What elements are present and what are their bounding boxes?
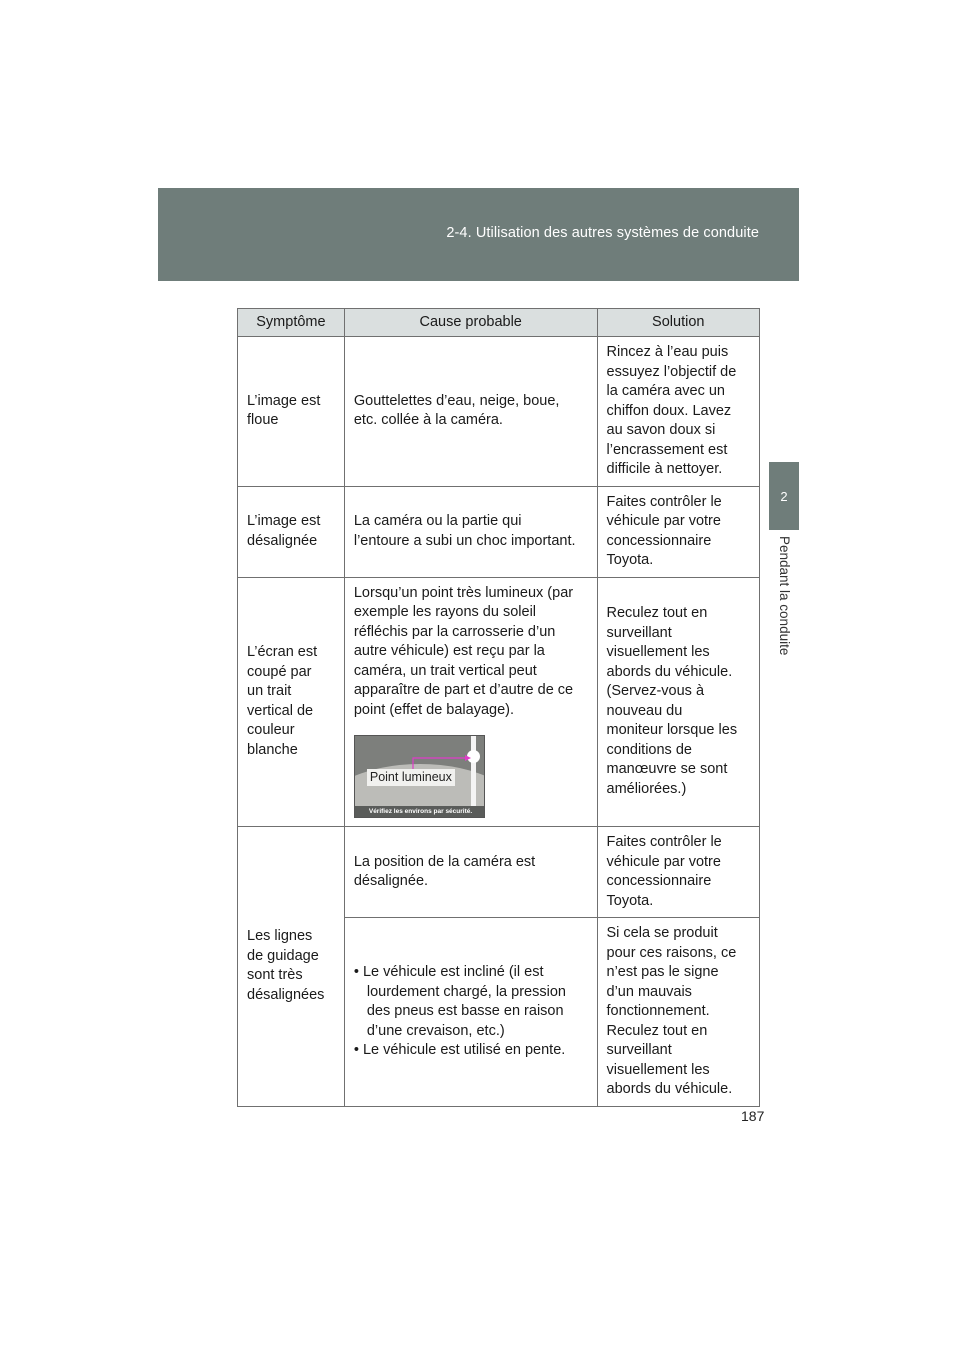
column-header-solution: Solution <box>597 309 760 337</box>
symptom-cell: L’image est désalignée <box>238 486 345 577</box>
screen-warning-bar <box>355 806 484 817</box>
solution-cell: Faites contrôler le véhicule par votre concessionnaire Toyota. <box>597 827 760 918</box>
table-row <box>238 337 760 487</box>
screen-warning-text: Vérifiez les environs par sécurité. <box>368 808 473 815</box>
section-title: 2-4. Utilisation des autres systèmes de conduite <box>446 225 759 241</box>
symptom-cell: Les lignes de guidage sont très désalignées <box>238 827 345 1107</box>
table-row <box>238 486 760 577</box>
cause-cell: La caméra ou la partie qui l’entoure a subi un choc important. <box>344 486 597 577</box>
cause-cell <box>344 918 597 1107</box>
list-item: • Le véhicule est incliné (il est lourdement chargé, la pression des pneus est basse en raison d’une crevaison, etc.) <box>353 964 566 1039</box>
solution-cell: Si cela se produit pour ces raisons, ce n’est pas le signe d’un mauvais fonctionnement. Reculez tout en surveillant visuellement les abords du véhicule. <box>597 918 760 1107</box>
solution-cell: Reculez tout en surveillant visuellement les abords du véhicule. (Servez-vous à nouveau du moniteur lorsque les conditions de manœuvre se sont améliorées.) <box>597 577 760 827</box>
page-number: 187 <box>741 1108 765 1124</box>
cause-bullet-list <box>354 963 588 1061</box>
column-header-cause: Cause probable <box>344 309 597 337</box>
cause-text: Lorsqu’un point très lumineux (par exemple les rayons du soleil réfléchis par la carrosserie d’un autre véhicule) est reçu par la caméra, un trait vertical peut apparaître de part et d’autre de ce point (effet de balayage). <box>353 584 574 718</box>
table-header-row <box>238 309 760 337</box>
camera-screen-illustration <box>354 735 485 818</box>
cause-cell: Gouttelettes d’eau, neige, boue, etc. collée à la caméra. <box>344 337 597 487</box>
header-band <box>158 188 799 281</box>
symptom-cell: L’écran est coupé par un trait vertical de couleur blanche <box>238 577 345 827</box>
figure-label: Point lumineux <box>367 769 455 786</box>
solution-cell: Faites contrôler le véhicule par votre concessionnaire Toyota. <box>597 486 760 577</box>
column-header-symptom: Symptôme <box>238 309 345 337</box>
symptom-cell: L’image est floue <box>238 337 345 487</box>
solution-cell: Rincez à l’eau puis essuyez l’objectif de la caméra avec un chiffon doux. Lavez au savon doux si l’encrassement est difficile à nettoyer. <box>597 337 760 487</box>
table-row <box>238 827 760 918</box>
table-row <box>238 577 760 827</box>
cause-cell <box>344 577 597 827</box>
chapter-tab-label-box <box>769 530 799 750</box>
cause-cell: La position de la caméra est désalignée. <box>344 827 597 918</box>
troubleshooting-table <box>237 308 760 1107</box>
chapter-tab-label: Pendant la conduite <box>777 536 792 656</box>
chapter-tab-number: 2 <box>769 462 799 530</box>
list-item: • Le véhicule est utilisé en pente. <box>353 1042 566 1058</box>
